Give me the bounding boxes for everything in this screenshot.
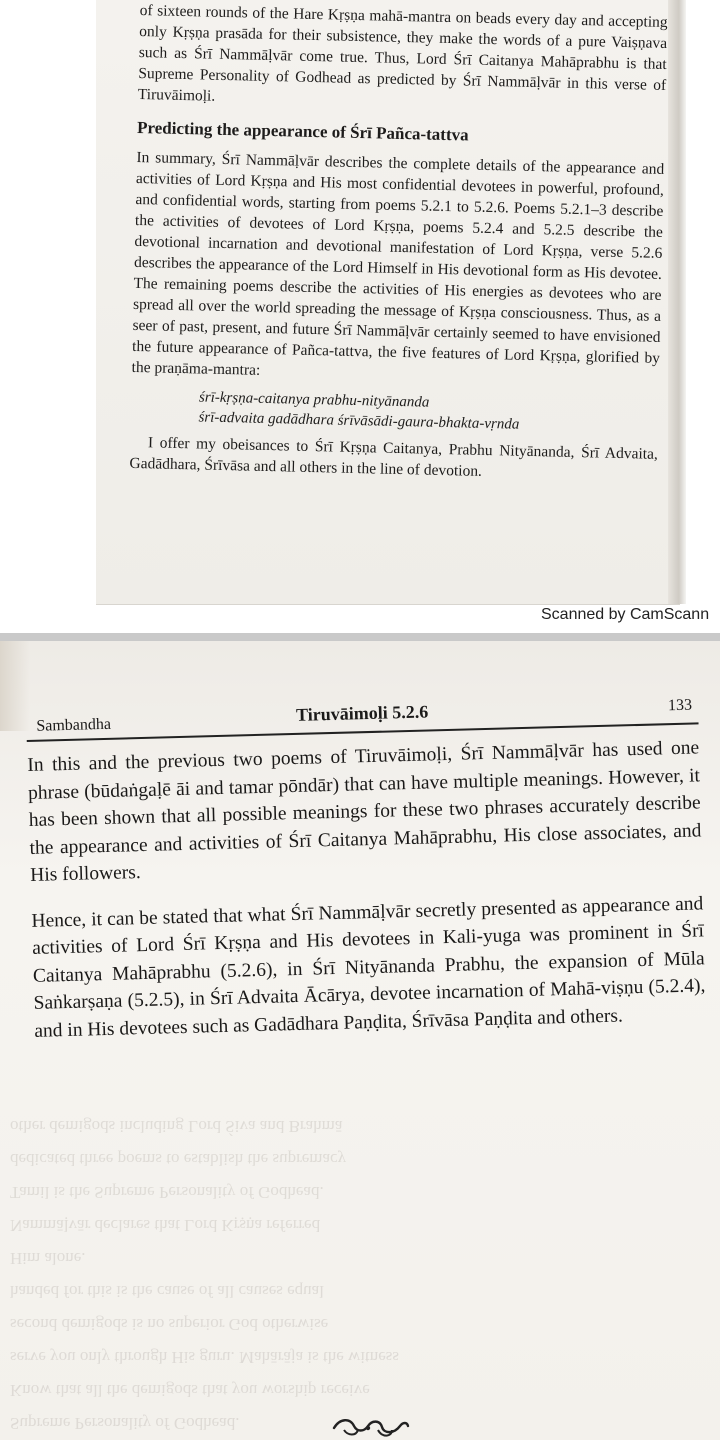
bottom-page-text xyxy=(26,694,707,1062)
mantra-line-1: śrī-kṛṣṇa-caitanya prabhu-nityānanda xyxy=(198,389,430,411)
bottom-paragraph-1: In this and the previous two poems of Tiruvāimoḷi, Śrī Nammāḷvār has used one phrase (būdaṅgaḷē āi and tamar pōndār) that can have multiple meanings. However, it has been shown that all possible meanings for these two phrases accurately describe the appearance and activities of Śrī Caitanya Mahāprabhu, His close associates, and His followers. xyxy=(27,737,702,886)
scan-watermark: Scanned by CamScann xyxy=(541,606,710,623)
top-page-text xyxy=(129,0,668,486)
top-paragraph-1: of sixteen rounds of the Hare Kṛṣṇa mahā-mantra on beads every day and accepting only Kṛṣṇa prasāda for their subsistence, they make the words of a pure Vaiṣṇava such as Śrī Nammāḷvār come true. Thus, Lord Śrī Caitanya Mahāprabhu is that Supreme Personality of Godhead as predicted by Śrī Nammāḷvār in this verse of Tiruvāimoḷi. xyxy=(137,1,668,105)
top-page-edge xyxy=(668,0,686,604)
bottom-paragraph-2: Hence, it can be stated that what Śrī Nammāḷvār secretly presented as appearance and activities of Lord Śrī Kṛṣṇa and His devotees in Kali-yuga was prominent in Śrī Caitanya Mahāprabhu (5.2.6), in Śrī Nityānanda Prabhu, the expansion of Mūla Saṅkarṣaṇa (5.2.5), in Śrī Advaita Ācārya, devotee incarnation of Mahā-viṣṇu (5.2.4), and in His devotees such as Gadādhara Paṇḍita, Śrīvāsa Paṇḍita and others. xyxy=(31,892,706,1042)
mantra-translation: I offer my obeisances to Śrī Kṛṣṇa Caitanya, Prabhu Nityānanda, Śrī Advaita, Gadādhara, Śrīvāsa and all others in the line of devotion. xyxy=(129,434,659,480)
mantra-line-2: śrī-advaita gadādhara śrīvāsādi-gaura-bhakta-vṛnda xyxy=(198,409,520,433)
pranama-mantra xyxy=(198,387,659,437)
running-head-title: Tiruvāimoḷi 5.2.6 xyxy=(295,701,429,725)
running-head-section: Sambandha xyxy=(36,715,112,735)
top-paragraph-2: In summary, Śrī Nammāḷvār describes the complete details of the appearance and activities of Lord Kṛṣṇa and His most confidential devotees in powerful, profound, and confidential words, starting from poems 5.2.1 to 5.2.6. Poems 5.2.1–3 describe the activities of devotees of Lord Kṛṣṇa, poems 5.2.4 and 5.2.5 describe the devotional incarnation and devotional manifestation of Lord Kṛṣṇa, verse 5.2.6 describes the appearance of the Lord Himself in His devotional form as His devotee. The remaining poems describe the activities of His energies as devotees who are spread all over the world spreading the message of Kṛṣṇa consciousness. Thus, as a seer of past, present, and future Śrī Nammāḷvār certainly seemed to have envisioned the future appearance of Pañca-tattva, the five features of Lord Kṛṣṇa, glorified by the praṇāma-mantra: xyxy=(131,148,665,379)
page-number: 133 xyxy=(667,696,693,715)
section-heading: Predicting the appearance of Śrī Pañca-tattva xyxy=(136,117,469,145)
image-divider xyxy=(0,633,720,641)
show-through-text: Supreme Personality of Godhead. Know that all the demigods that you worship receive serve you only through His guru. Mahārāja is the witness second demigods is no superior God otherwise handed for this is the cause of all causes equal Him alone. Nammāḷvār declares that Lord Kṛṣṇa referred Tamil is the Supreme Personality of Godhead. dedicated three poems to establish the supremacy other demigods including Lord Śiva and Brahmā xyxy=(10,1117,400,1433)
